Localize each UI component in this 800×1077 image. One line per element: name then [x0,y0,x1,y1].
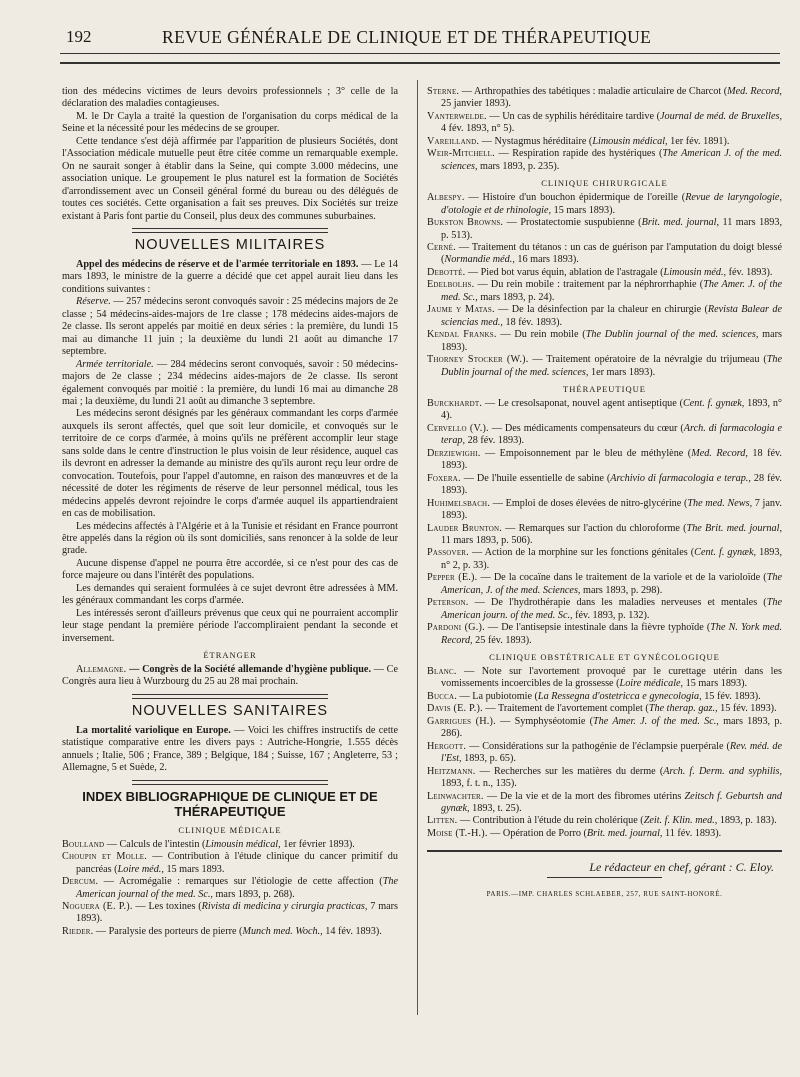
entry-citation: 18 fév. 1893). [441,447,782,472]
entry-source: Loire médicale, [619,678,684,690]
entry-author: Noguera (E. P.). [62,901,133,913]
index-entry [427,111,782,136]
index-entry [62,839,398,851]
index-entry [427,217,782,242]
militaires-paragraph: Les médecins seront désignés par les généraux commandant les corps d'armée auxquels ils seront affectés, quel que soit leur domicile, et convoqués sur le territoire de ce corps d'armée, à moins qu'ils ne préfèrent accomplir leur stage sans solde dans le centre d'instruction le plus voisin de leur résidence, auquel cas ils devront en adresser la demande au ministre des qu'ils auront reçu leur ordre de convocation. Toutefois, pour l'appel d'automne, en raison des manœuvres et de la nécessité de doter les régiments de réserve de leur personnel médical, tous les médecins appelés devront rejoindre le corps d'armée auquel ils appartiendraient en cas de mobilisation. [62,408,398,520]
entry-author: Choupin et Molle. [62,851,148,863]
militaires-lead-text: — Le 14 mars 1893, le ministre de la guerre a décidé que cet appel aurait lieu dans les conditions suivantes : [62,258,398,295]
entry-title: — Prostatectomie suspubienne ( [503,217,642,229]
entry-citation: 25 fév. 1893). [472,634,532,646]
index-entry [427,136,782,148]
entry-title: — Les toxines ( [132,901,202,913]
entry-citation: mars 1893, p. 268). [212,888,295,900]
subheading-therapeutique: THÉRAPEUTIQUE [563,383,646,394]
entry-source: Brit. med. journal, [641,217,720,229]
entry-author: Vareilland. [427,135,480,147]
entry-source: The Dublin journal of the med. sciences, [441,354,782,378]
intro-paragraph-3: Cette tendance s'est déjà affirmée par l'apparition de plusieurs Sociétés, dont l'Association médicale mutuelle peut être citée comme un remarquable exemple. On ne saurait songer à établir dans la Seine, qui compte 3.000 médecins, une association unique. Le groupement le plus naturel est la formation de Sociétés d'arrondissement avec un Conseil général formé du bureau ou des délégués de toutes ces sociétés. Cette organisation a fait ses preuves. Dix Sociétés sur treize existant à Paris font partie du Conseil, plus deux des communes suburbaines. [62,135,398,222]
entry-citation: 1er fév. 1891). [667,135,730,147]
entry-author: Sterne. [427,86,460,97]
index-entry [427,716,782,741]
reserve-text: — 257 médecins seront convoqués savoir : 25 médecins majors de 2e classe ; 54 médecins-aides-majors de 1re classe ; 178 médecins aides-majors de 2e classe. Ils seront appelés par moitié en deux séries : la première, du lundi 15 mai au dimanche 11 juin ; la deuxième du lundi 21 août au dimanche 17 septembre. [62,296,398,358]
entry-author: Weir-Mitchell. [427,148,495,160]
entry-author: Heitzmann. [427,765,476,777]
journal-title: REVUE GÉNÉRALE DE CLINIQUE ET DE THÉRAPEUTIQUE [162,27,652,47]
imprint-rule [547,877,662,878]
militaires-paragraph: Les intéressés seront d'ailleurs prévenus que ceux qui ne pourraient accomplir leur stage pendant la première période l'accompliraient pendant la seconde et inversement. [62,607,398,644]
index-entry [62,901,398,926]
entry-author: Kendal Franks. [427,329,497,341]
entry-title: — Paralysie des porteurs de pierre ( [93,925,243,937]
entry-title: — Empoisonnement par le bleu de méthylène ( [480,447,692,459]
etranger-subheading: ÉTRANGER [203,650,257,661]
entry-title: — Remarques sur l'action du chloroforme ( [501,522,687,534]
index-entry [427,741,782,766]
page-number: 192 [66,27,92,46]
entry-source: The Amer. J. of the med. Sc., [593,715,719,727]
entry-source: Arch. f. Derm. and syphilis, [663,765,782,777]
index-entry [427,691,782,703]
entry-citation: 7 mars 1893). [76,901,398,925]
entry-title: — Acromégalie : remarques sur l'étiologie de cette affection ( [98,876,383,888]
militaires-paragraph: Les demandes qui seraient formulées à ce sujet devront être adressées à MM. les généraux commandant les corps d'armée. [62,582,398,607]
index-entry [427,666,782,691]
entry-source: The N. York med. Record, [441,622,782,646]
header-rule-thick [60,62,780,64]
index-entry [427,473,782,498]
entry-author: Litten. [427,815,458,827]
entry-author: Lauder Brunton. [427,522,502,534]
entry-source: The therap. gaz., [648,703,718,715]
entry-source: The American journ. of the med. Sc., [441,597,782,621]
entry-author: Foxera. [427,472,461,484]
entry-author: Peterson. [427,597,469,609]
entry-source: La Ressegna d'ostetricca e gynecologia, [537,690,702,702]
entry-title: — Recherches sur les matières du derme ( [475,765,664,777]
entry-title: — De la désinfection par la chaleur en chirurgie ( [494,304,708,316]
index-entries [62,839,398,939]
entry-citation: fév. 1893). [726,266,773,278]
entry-title: — Respiration rapide des hystériques ( [494,148,663,160]
index-entry [427,766,782,791]
entry-source: Revue de laryngologie, d'otologie et de rhinologie, [441,192,782,216]
index-entry [62,876,398,901]
index-entry [427,622,782,647]
militaires-paragraph: Aucune dispense d'appel ne pourra être accordée, si ce n'est pour des cas de force majeure ou dans l'intérêt des populations. [62,557,398,582]
page-header [0,27,800,53]
entry-title: — Calculs de l'intestin ( [104,838,206,850]
closing-rule [427,850,782,852]
entry-author: Cervello (V.). [427,422,489,434]
entry-source: Limousin méd., [663,266,727,278]
index-entry [427,242,782,267]
entry-citation: mars 1893, p. 24). [477,291,555,303]
entry-title: — Traitement opératoire de la névralgie du trijumeau ( [528,354,767,366]
index-entry [427,523,782,548]
entry-title: — Histoire d'un bouchon épidermique de l'oreille ( [464,192,686,204]
subheading-clinique-chirurgicale: CLINIQUE CHIRURGICALE [541,178,668,189]
entry-citation: 15 mars 1893). [683,678,748,690]
entry-author: Albespy. [427,192,465,204]
entry-citation: 15 fév. 1893). [701,690,761,702]
sanitaires-lead-title: La mortalité variolique en Europe. [76,724,231,736]
section-rule [132,780,328,785]
entry-source: The American, J. of the med. Sciences, [441,572,782,596]
allemagne-text: — Ce Congrès aura lieu à Wurzbourg du 25 au 28 mai prochain. [62,664,398,688]
entry-title: — Opération de Porro ( [487,827,587,839]
entry-author: Pepper (E.). [427,572,478,584]
entry-source: The American journal of the med. Sc., [76,876,398,900]
entry-citation: 28 fév. 1893). [441,472,782,497]
entry-author: Dercum. [62,876,99,888]
printer-imprint: PARIS.—IMP. CHARLES SCHLAEBER, 257, RUE SAINT-HONORÉ. [486,890,723,899]
entry-citation: 28 fév. 1893). [465,435,525,447]
index-entry [427,267,782,279]
entry-citation: 25 janvier 1893). [441,98,511,110]
entry-title: — Des médicaments compensateurs du cœur ( [488,422,684,434]
entry-citation: 18 fév. 1893). [502,316,563,328]
entry-source: The Dublin journal of the med. sciences, [585,329,759,341]
entry-citation: mars 1893, p. 286). [441,715,783,740]
entry-source: Med. Record, [691,447,748,459]
entry-author: Edelbolhs. [427,279,475,291]
entry-title: — Pied bot varus équin, ablation de l'astragale ( [465,266,664,278]
entry-author: Hergott. [427,740,467,752]
index-entry [427,354,782,379]
territoriale-label: Armée territoriale. [76,358,154,370]
allemagne-paragraph [62,664,398,689]
entry-author: Rieder. [62,925,94,937]
entry-source: The American J. of the med. sciences, [441,148,782,172]
right-column [427,86,782,898]
entry-citation: 15 mars 1893. [163,863,225,875]
entry-title: — De la cocaïne dans le traitement de la variole et de la varioloïde ( [477,572,767,584]
entry-title: — De l'hydrothérapie dans les maladies nerveuses et mentales ( [468,597,767,609]
entry-author: Thorney Stocker (W.). [427,354,529,366]
intro-paragraph-2: M. le Dr Cayla a traité la question de l'organisation du corps médical de la Seine et la nécessité pour les médecins de se grouper. [62,110,398,135]
entry-author: Vanterwelde. [427,110,487,122]
entry-title: — Le cresolsaponat, nouvel agent antiseptique ( [482,397,683,409]
entry-author: Passover. [427,547,469,559]
entry-citation: mars 1893, p. 235). [477,160,560,172]
entry-citation: mars 1893). [441,329,782,353]
entry-title: — Considérations sur la pathogénie de l'éclampsie puerpérale ( [466,740,730,752]
entry-author: Leinwachter. [427,790,484,802]
sanitaires-paragraph [62,725,398,775]
index-entries-chirurgicale [427,192,782,379]
territoriale-paragraph [62,359,398,409]
entry-source: Zeit. f. Klin. med., [643,815,718,827]
militaires-paragraph: Les médecins affectés à l'Algérie et à la Tunisie et résidant en France pourront être appelés dans la région où ils sont domiciliés, sans renoncer à la solde de leur grade. [62,520,398,557]
index-entry [62,851,398,876]
entry-title: — De la vie et de la mort des fibromes utérins [483,790,685,802]
entry-citation: 7 janv. 1893). [441,497,782,522]
entry-title: — Arthropathies des tabétiques : maladie articulaire de Charcot ( [459,86,728,97]
entry-source: Limousin médical, [205,838,281,850]
entry-author: Jaume y Matas. [427,304,495,316]
entry-author: Blanc. [427,666,457,678]
index-entry [427,279,782,304]
entry-citation: 1893, f. t. n., 135). [441,778,517,790]
subheading-clinique-medicale: CLINIQUE MÉDICALE [178,824,282,835]
entry-title: — Traitement du tétanos : un cas de guérison par l'amputation du doigt blessé ( [441,241,782,266]
entry-citation: mars 1893, p. 298). [580,584,663,596]
entry-title: — Du rein mobile ( [496,329,586,341]
entry-source: Journal de méd. de Bruxelles, [660,110,782,122]
entry-citation: 4 fév. 1893, n° 5). [441,123,515,135]
entry-source: Arch. di farmacologia e terap, [441,422,782,447]
index-entry [427,398,782,423]
entry-citation: 1er février 1893). [280,838,355,850]
entry-title: — Emploi de doses élevées de nitro-glycérine ( [490,497,688,509]
reserve-paragraph [62,296,398,358]
entry-citation: 15 fév. 1893). [717,703,777,715]
reserve-label: Réserve. [76,296,111,308]
left-column [62,86,398,938]
entry-author: Burckhardt. [427,397,483,409]
territoriale-text: — 284 médecins seront convoqués, savoir : 50 médecins-majors de 2e classe ; 234 médecins aides-majors de 2e classe. Ils seront également convoqués par moitié : la première, du lundi 16 mai au dimanche 28 mai ; la deuxième, du lundi 21 août au dimanche 3 septembre. [62,358,398,407]
entry-source: Rivista di medicina y cirurgia practicas, [201,901,368,913]
index-entry [427,815,782,827]
entry-author: Derziewighi. [427,447,481,459]
entry-citation: 11 mars 1893, p. 506). [441,534,533,546]
entry-source: The Brit. med. journal, [686,522,782,534]
index-entry [62,926,398,938]
index-entry [427,703,782,715]
entry-citation: 1er mars 1893). [588,366,656,378]
entry-citation: 11 mars 1893, p. 513). [441,217,782,241]
entry-author: Boulland [62,838,105,850]
section-heading-sanitaires: NOUVELLES SANITAIRES [131,702,329,719]
index-entry [427,86,782,111]
section-heading-militaires: NOUVELLES MILITAIRES [134,236,326,253]
index-entry [427,597,782,622]
entry-citation: fév. 1893, p. 132). [572,609,650,621]
index-entries-obstetricale [427,666,782,840]
entry-citation: 1893, t. 25). [469,803,522,815]
entry-citation: 1893, n° 4). [441,397,782,422]
entry-author: Debotté. [427,266,466,278]
entry-title: — Action de la morphine sur les fonctions génitales ( [468,547,695,559]
entry-citation: 1893, p. 65). [461,753,516,765]
entry-author: Moise (T.-H.). [427,827,488,839]
entry-citation: 1893, p. 183). [717,815,777,827]
section-heading-index: INDEX BIBLIOGRAPHIQUE DE CLINIQUE ET DE THÉRAPEUTIQUE [82,788,378,819]
index-entry [427,192,782,217]
entry-citation: 16 mars 1893). [514,254,579,266]
entry-title: — Traitement de l'avortement complet ( [482,703,649,715]
sanitaires-lead-text: — Voici les chiffres instructifs de cette statistique comparative entre les divers pays : Autriche-Hongrie, 1.555 décès annuels ; Italie, 506 ; France, 389 ; Belgique, 184 ; Suisse, 167 ; Angleterre, 53 ; Allemagne, 5 et Suède, 2. [62,724,399,774]
entry-source: The med. News, [687,497,753,509]
index-entries-therapeutique [427,398,782,647]
entry-author: Cerné. [427,241,456,253]
entry-title: — La pubiotomie ( [457,690,538,702]
entry-citation: 14 fév. 1893). [322,925,382,937]
entry-author: Huhimelsbach. [427,497,491,509]
index-entries-medicale-cont [427,86,782,173]
index-entry [427,547,782,572]
entry-title: — Symphyséotomie ( [495,715,593,727]
entry-source: Med. Record, [727,86,782,97]
entry-source: Limousin médical, [592,135,668,147]
intro-paragraph-1: tion des médecins victimes de leurs devoirs professionnels ; 3° celle de la déclaration des maladies contagieuses. [62,86,398,110]
entry-title: — De l'antisepsie intestinale dans la fièvre typhoïde ( [484,622,711,634]
index-entry [427,423,782,448]
section-rule [132,694,328,699]
entry-author: Davis (E. P.). [427,703,483,715]
entry-title: — Un cas de syphilis héréditaire tardive ( [486,110,660,122]
entry-title: — Nystagmus héréditaire ( [479,135,593,147]
entry-citation: 15 mars 1893). [551,204,616,216]
entry-source: Zeitsch f. Geburtsh and gynæk, [441,790,782,815]
entry-author: Bukston Browns. [427,217,504,229]
entry-author: Pardoni (G.). [427,622,485,634]
entry-source: Rev. méd. de l'Est, [441,740,782,765]
entry-source: Cent. f. gynæk, [694,547,757,559]
militaires-lead-title: Appel des médecins de réserve et de l'armée territoriale en 1893. [76,258,359,270]
entry-source: The Amer. J. of the med. Sc., [441,279,782,303]
index-entry [427,791,782,816]
entry-citation: 11 fév. 1893). [662,827,722,839]
header-rule [60,53,780,54]
entry-citation: 1893, n° 2, p. 33). [441,547,782,571]
entry-source: Munch med. Woch., [242,925,323,937]
section-rule [132,228,328,233]
index-entry [427,304,782,329]
entry-source: Brit. med. journal, [586,827,663,839]
entry-source: Revista Balear de sciencias med., [441,304,783,328]
index-entry [427,498,782,523]
column-divider [417,80,418,1015]
militaires-lead [62,259,398,296]
entry-source: Cent. f. gynæk, [682,397,745,409]
entry-title: — De l'huile essentielle de sabine ( [460,472,611,484]
entry-title: — Note sur l'avortement provoqué par le curettage utérin dans les vomissements incoercibles de la grossesse ( [441,666,782,690]
entry-author: Garrigues (H.). [427,715,496,727]
index-entry [427,828,782,840]
entry-title: — Du rein mobile : traitement par la néphrorrhaphie ( [474,279,704,291]
entry-source: Loire méd., [117,863,164,875]
entry-title: — Contribution à l'étude clinique du cancer primitif du pancréas ( [76,851,398,875]
allemagne-label: Allemagne. [76,664,127,676]
subheading-obstetricale: CLINIQUE OBSTÉTRICALE ET GYNÉCOLOGIQUE [489,652,720,663]
index-entry [427,448,782,473]
entry-source: Archivio di farmacologia e terap., [610,472,751,484]
entry-title: — Contribution à l'étude du rein cholérique ( [457,815,644,827]
entry-author: Bucca. [427,690,457,702]
index-entry [427,148,782,173]
index-entry [427,572,782,597]
editor-signature: Le rédacteur en chef, gérant : C. Eloy. [589,860,774,875]
allemagne-title: — Congrès de la Société allemande d'hygiène publique. [126,664,372,676]
index-entry [427,329,782,354]
entry-source: Normandie méd., [444,254,515,266]
